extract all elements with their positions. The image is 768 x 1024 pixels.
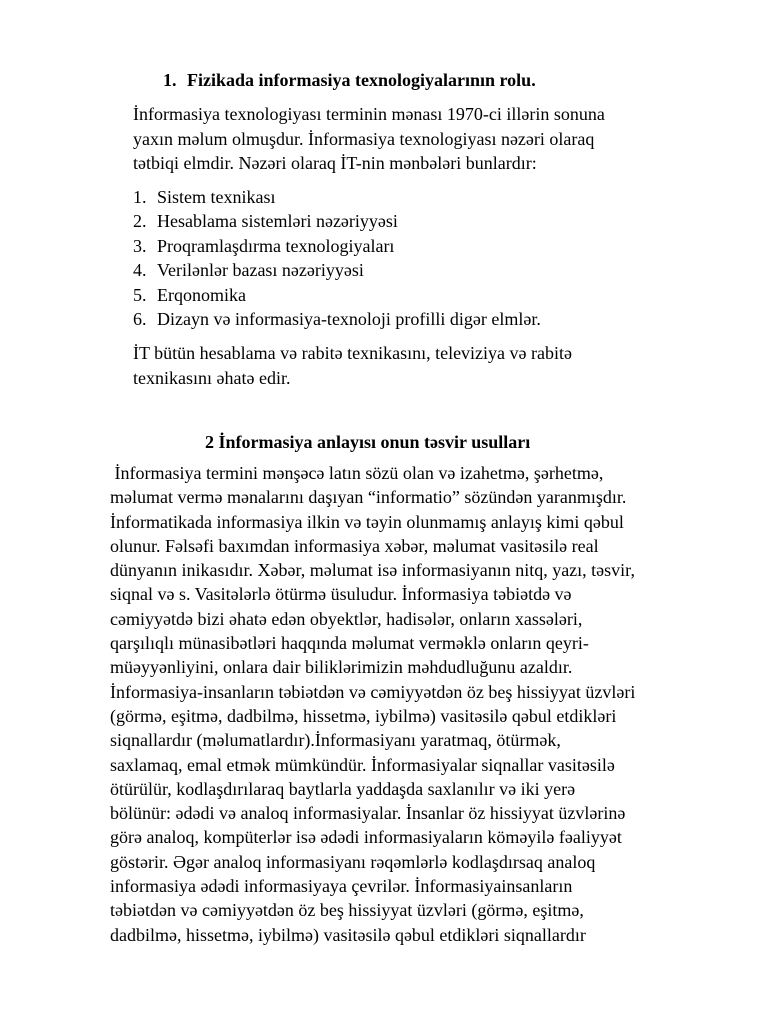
paragraph-line: İnformasiya-insanların təbiətdən və cəmiyyətdən öz beş hissiyyat üzvləri [110, 681, 636, 702]
paragraph-line: göstərir. Əgər analoq informasiyanı rəqəmlərlə kodlaşdırsaq analoq [110, 851, 596, 872]
list-item-text: Proqramlaşdırma texnologiyaları [157, 235, 395, 256]
paragraph-line: qarşılıqlı münasibətləri haqqında məlumat verməklə onların qeyri- [110, 633, 589, 654]
paragraph-line: informasiya ədədi informasiyaya çevrilər. İnformasiyainsanların [110, 876, 573, 897]
list-item [133, 209, 541, 233]
section-1-title: Fizikada informasiya texnologiyalarının rolu. [187, 70, 536, 90]
list-item [133, 307, 541, 331]
paragraph-line: siqnallardır (məlumatlardır).İnformasiyanı yaratmaq, ötürmək, [110, 730, 561, 751]
it-sources-list [133, 185, 541, 331]
list-item [133, 185, 541, 209]
paragraph-line: görə analoq, kompüterlər isə ədədi informasiyaların köməyilə fəaliyyət [110, 827, 622, 848]
list-item-text: Dizayn və informasiya-texnoloji profilli digər elmlər. [157, 309, 541, 330]
paragraph-line: dünyanın inikasıdır. Xəbər, məlumat isə informasiyanın nitq, yazı, təsvir, [110, 560, 635, 581]
list-item [133, 283, 541, 307]
section-1-heading [163, 68, 536, 92]
list-item [133, 234, 541, 258]
paragraph-line: təbiətdən və cəmiyyətdən öz beş hissiyyat üzvləri (görmə, eşitmə, [110, 900, 584, 921]
list-item-number: 1. [133, 187, 147, 207]
paragraph-line: tətbiqi elmdir. Nəzəri olaraq İT-nin mənbələri bunlardır: [133, 153, 537, 173]
section-2-body-paragraph [110, 461, 635, 947]
list-item-number: 5. [133, 284, 147, 305]
paragraph-line: (görmə, eşitmə, dadbilmə, hissetmə, iybilmə) vasitəsilə qəbul etdikləri [110, 705, 617, 726]
paragraph-line: olunur. Fəlsəfi baxımdan informasiya xəbər, məlumat vasitəsilə real [110, 535, 599, 556]
list-item-number: 3. [133, 235, 147, 256]
list-item-number: 2. [133, 211, 147, 232]
paragraph-line: ötürülür, kodlaşdırılaraq baytlarla yaddaşda saxlanılır və iki yerə [110, 778, 576, 799]
paragraph-line: İT bütün hesablama və rabitə texnikasını, televiziya və rabitə [133, 343, 573, 363]
paragraph-line: məlumat vermə mənalarını daşıyan “informatio” sözündən yaranmışdır. [110, 487, 627, 508]
section-1-closing-paragraph [133, 341, 572, 390]
paragraph-line: İnformasiya texnologiyası terminin mənası 1970-ci illərin sonuna [133, 104, 605, 124]
paragraph-line: bölünür: ədədi və analoq informasiyalar. İnsanlar öz hissiyyat üzvlərinə [110, 803, 626, 824]
list-item-number: 6. [133, 309, 147, 330]
paragraph-line: İnformasiya termini mənşəcə latın sözü olan və izahetmə, şərhetmə, [110, 463, 604, 483]
list-item-number: 4. [133, 260, 147, 281]
paragraph-line: siqnal və s. Vasitələrlə ötürmə üsuludur. İnformasiya təbiətdə və [110, 584, 572, 605]
list-item-text: Hesablama sistemləri nəzəriyyəsi [157, 211, 398, 232]
paragraph-line: yaxın məlum olmuşdur. İnformasiya texnologiyası nəzəri olaraq [133, 128, 595, 149]
section-2-heading: 2 İnformasiya anlayısı onun təsvir usulları [205, 432, 531, 452]
section-1-intro-paragraph [133, 102, 693, 176]
paragraph-line: dadbilmə, hissetmə, iybilmə) vasitəsilə qəbul etdikləri siqnallardır [110, 924, 586, 945]
paragraph-line: cəmiyyətdə bizi əhatə edən obyektlər, hadisələr, onların xassələri, [110, 608, 583, 629]
paragraph-line: İnformatikada informasiya ilkin və təyin olunmamış anlayış kimi qəbul [110, 511, 624, 532]
list-item-text: Verilənlər bazası nəzəriyyəsi [157, 260, 364, 281]
paragraph-line: saxlamaq, emal etmək mümkündür. İnformasiyalar siqnallar vasitəsilə [110, 754, 615, 775]
section-1-number: 1. [163, 70, 177, 90]
paragraph-line: müəyyənliyini, onlara dair biliklərimizin məhdudluğunu azaldır. [110, 657, 573, 678]
list-item-text: Erqonomika [157, 284, 246, 305]
list-item [133, 258, 541, 282]
paragraph-line: texnikasını əhatə edir. [133, 367, 291, 388]
list-item-text: Sistem texnikası [157, 187, 276, 207]
